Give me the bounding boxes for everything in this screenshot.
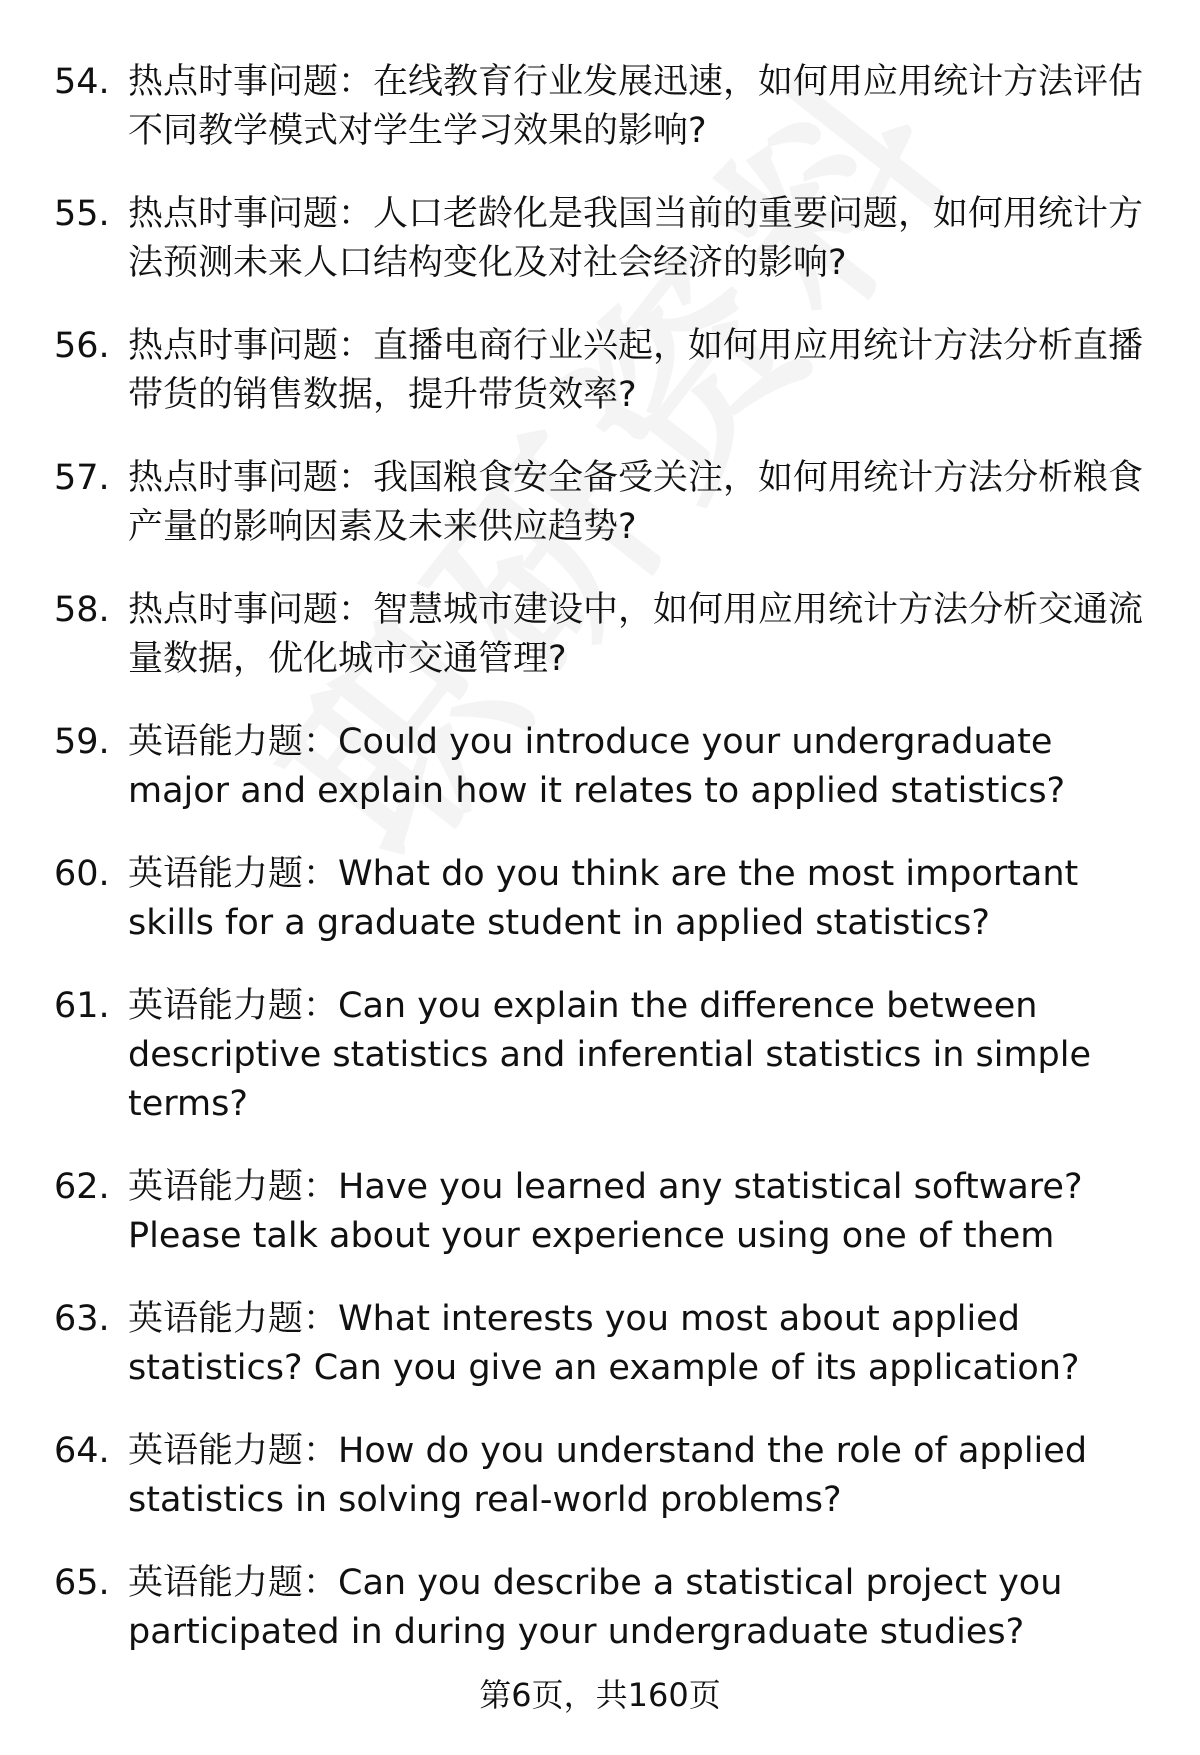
question-item xyxy=(54,454,1146,552)
question-item xyxy=(54,322,1146,420)
question-number: 55. xyxy=(54,194,110,234)
question-item xyxy=(54,586,1146,684)
question-text: 英语能力题：How do you understand the role of applied statistics in solving real-world problems? xyxy=(128,1431,1088,1520)
question-number: 63. xyxy=(54,1299,110,1339)
question-number: 61. xyxy=(54,986,110,1026)
question-text: 英语能力题：What interests you most about applied statistics? Can you give an example of its application? xyxy=(128,1299,1080,1388)
question-text: 热点时事问题：我国粮食安全备受关注，如何用统计方法分析粮食产量的影响因素及未来供应趋势? xyxy=(128,458,1144,547)
question-item xyxy=(54,190,1146,288)
question-number: 54. xyxy=(54,62,110,102)
question-number: 62. xyxy=(54,1167,110,1207)
question-text: 英语能力题：Can you explain the difference between descriptive statistics and inferential statistics in simple terms? xyxy=(128,986,1092,1124)
question-item xyxy=(54,58,1146,156)
question-item xyxy=(54,718,1146,816)
question-item xyxy=(54,1427,1146,1525)
question-item xyxy=(54,850,1146,948)
question-text: 英语能力题：Can you describe a statistical project you participated in during your undergraduate studies? xyxy=(128,1563,1063,1652)
question-number: 64. xyxy=(54,1431,110,1471)
question-text: 热点时事问题：在线教育行业发展迅速，如何用应用统计方法评估不同教学模式对学生学习效果的影响? xyxy=(128,62,1144,151)
question-text: 热点时事问题：人口老龄化是我国当前的重要问题，如何用统计方法预测未来人口结构变化及对社会经济的影响? xyxy=(128,194,1144,283)
question-number: 56. xyxy=(54,326,110,366)
question-item xyxy=(54,982,1146,1129)
question-text: 热点时事问题：直播电商行业兴起，如何用应用统计方法分析直播带货的销售数据，提升带货效率? xyxy=(128,326,1144,415)
question-number: 59. xyxy=(54,722,110,762)
question-number: 57. xyxy=(54,458,110,498)
page-footer: 第6页，共160页 xyxy=(479,1676,721,1714)
question-item xyxy=(54,1559,1146,1657)
question-list xyxy=(54,58,1146,1691)
question-text: 热点时事问题：智慧城市建设中，如何用应用统计方法分析交通流量数据，优化城市交通管理? xyxy=(128,590,1144,679)
question-item xyxy=(54,1163,1146,1261)
question-number: 60. xyxy=(54,854,110,894)
question-text: 英语能力题：Could you introduce your undergraduate major and explain how it relates to applied statistics? xyxy=(128,722,1066,811)
question-item xyxy=(54,1295,1146,1393)
question-text: 英语能力题：Have you learned any statistical software? Please talk about your experience using one of them xyxy=(128,1167,1083,1256)
question-text: 英语能力题：What do you think are the most important skills for a graduate student in applied statistics? xyxy=(128,854,1079,943)
question-number: 58. xyxy=(54,590,110,630)
question-number: 65. xyxy=(54,1563,110,1603)
